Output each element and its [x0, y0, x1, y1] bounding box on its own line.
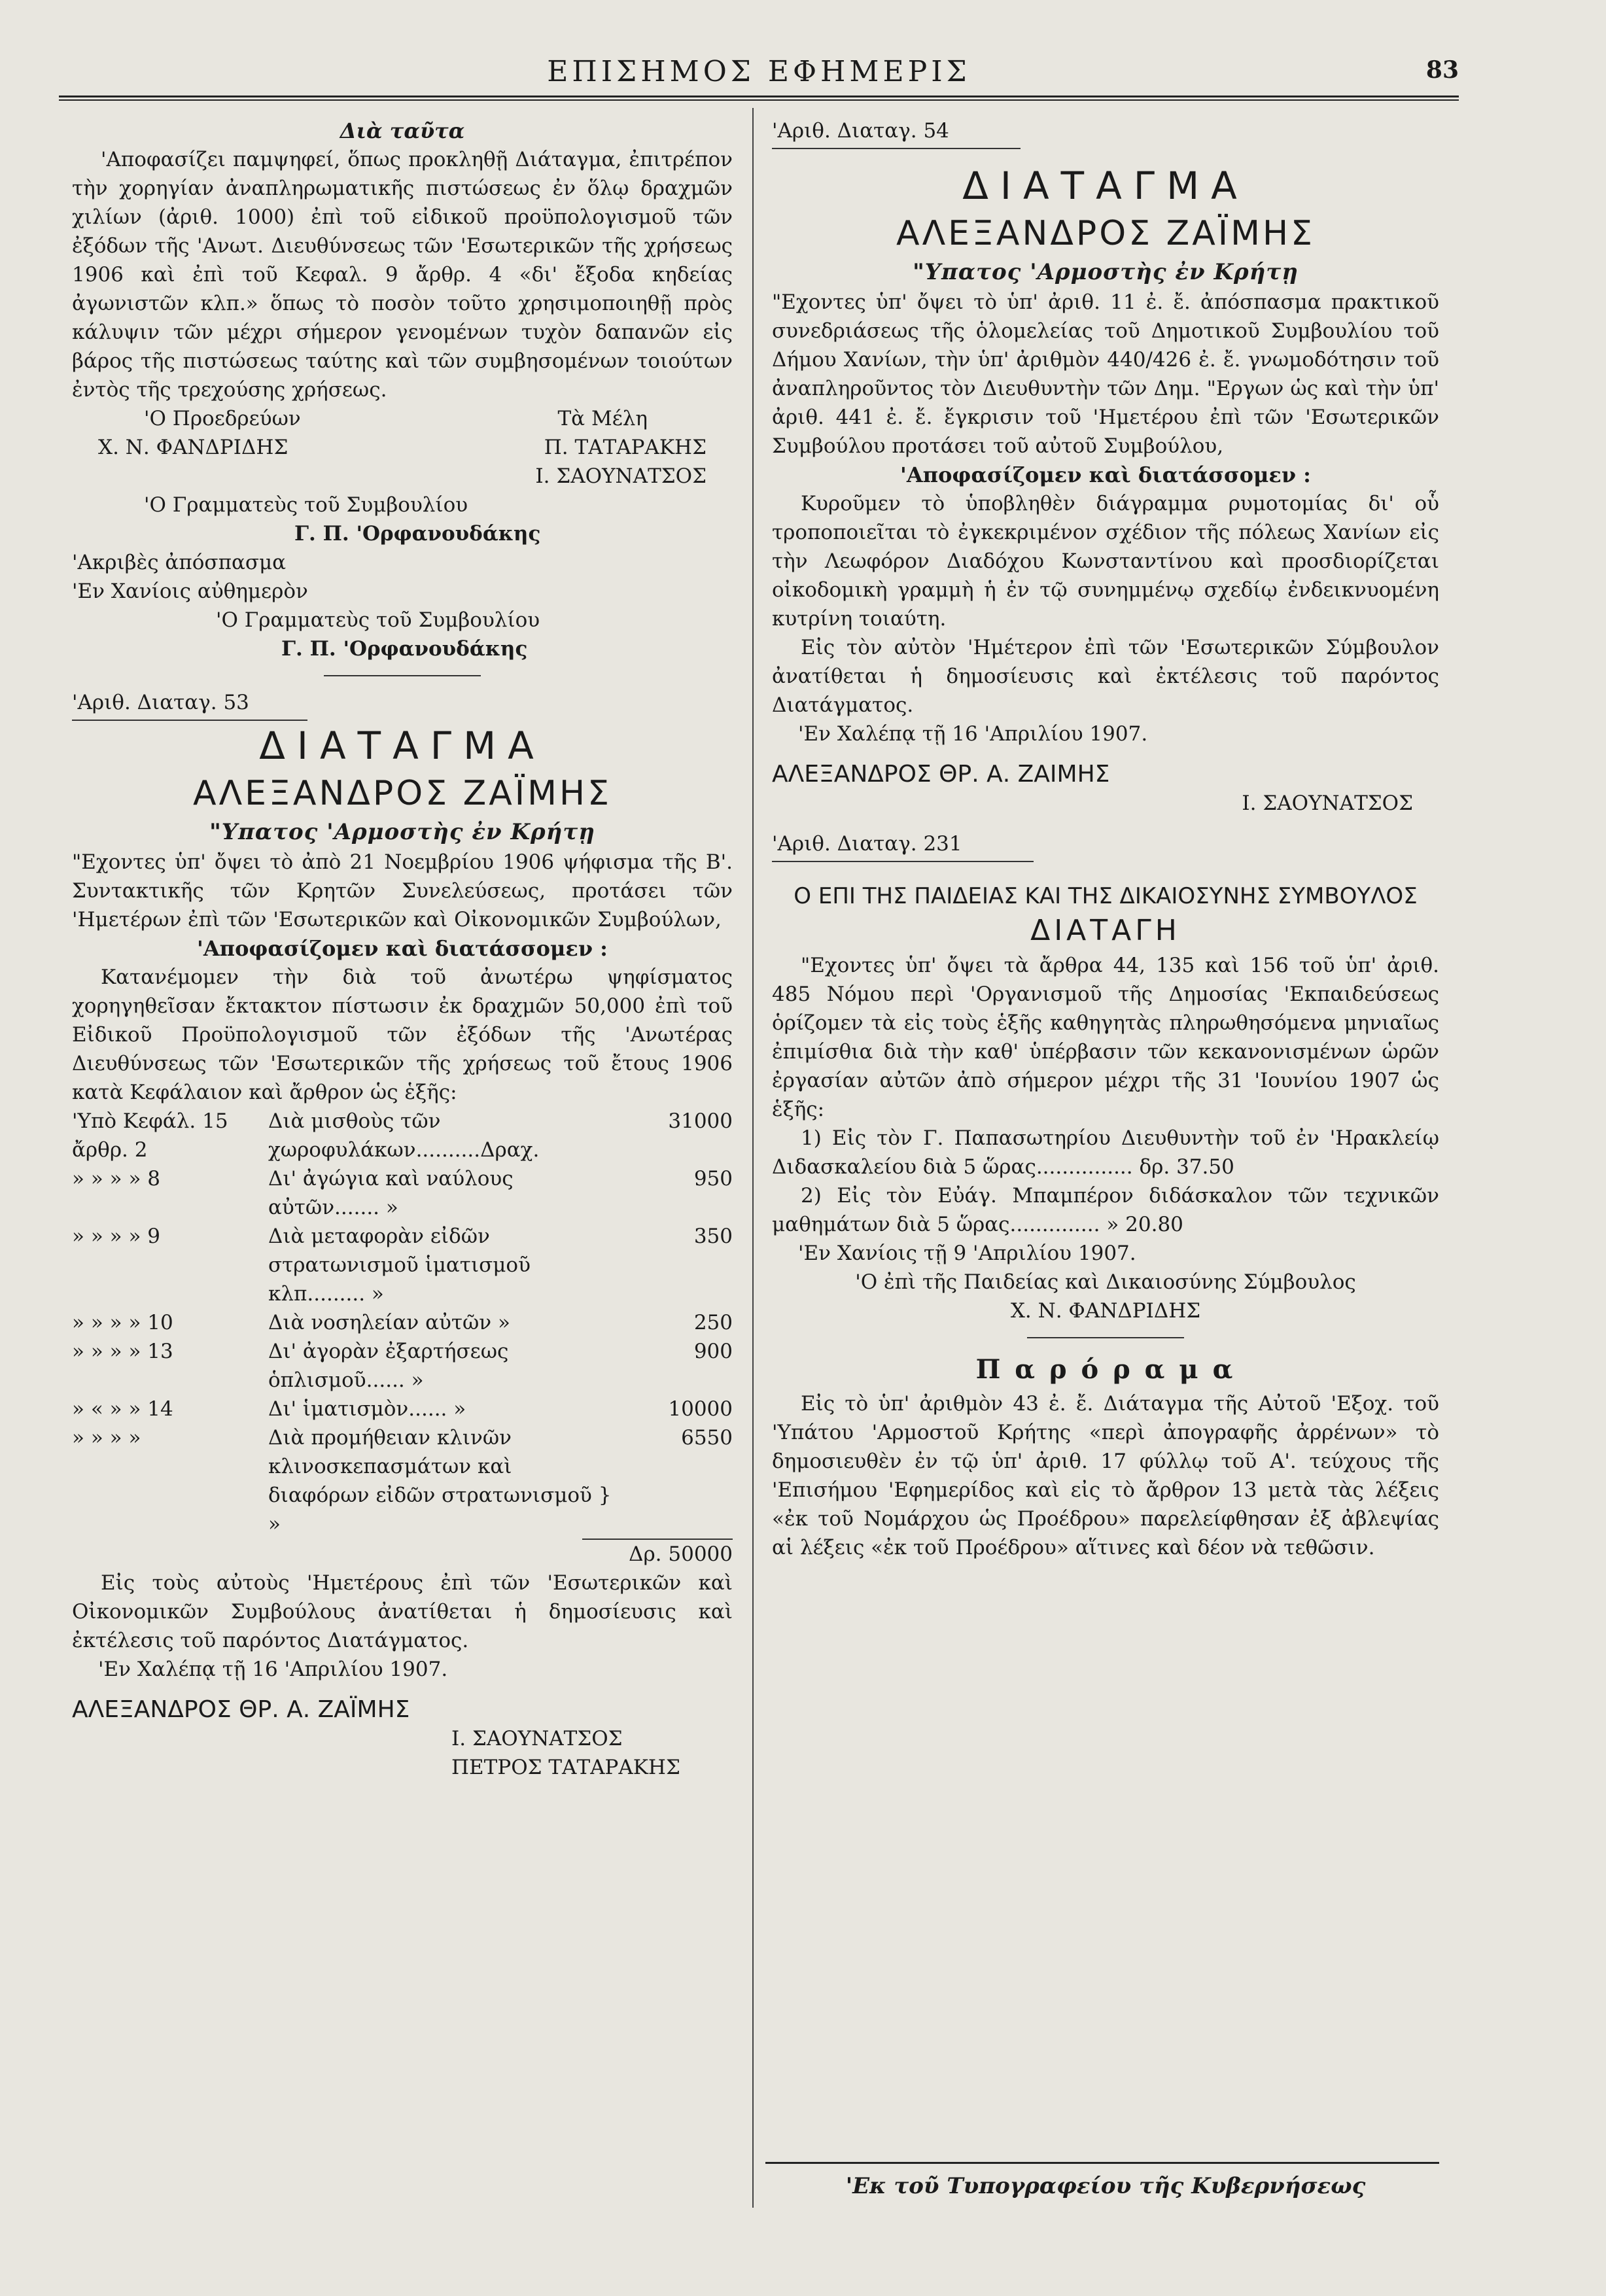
column-divider — [752, 108, 754, 2208]
decree-body: Κυροῦμεν τὸ ὑποβληθὲν διάγραμμα ρυμοτομίας δι' οὗ τροποποιεῖται τὸ ἐγκεκριμένον σχέδιον τῆς πόλεως Χανίων εἰς τὴν Λεωφόρον Διαδόχου Κωνσταντίνου καὶ προσδιορίζεται οἰκοδομικὴ γραμμὴ ἡ ἐν τῷ συνημμένῳ σχεδίῳ ἐνδεικνυομένη κυτρίνη τοιαύτη. — [772, 492, 1439, 631]
order-text: "Εχοντες ὑπ' ὄψει τὰ ἄρθρα 44, 135 καὶ 156 τοῦ ὑπ' ἀριθ. 485 Νόμου περὶ 'Οργανισμοῦ τῆς Δημοσίας 'Εκπαιδεύσεως ὁρίζομεν τὰ εἰς τοὺς ἑξῆς καθηγητὰς πληρωθησόμενα μηνιαῖως ἐπιμίσθια διὰ τὴν καθ' ὑπέρβασιν τῶν κεκανονισμένων ὡρῶν ἐργασίαν αὐτῶν ἀπὸ σήμερον μέχρι τῆς 31 'Ιουνίου 1907 ὡς ἑξῆς: — [772, 954, 1439, 1121]
president-label: 'Ο Προεδρεύων — [144, 407, 301, 430]
table-row: » » » » 13 Δι' ἀγορὰν ἐξαρτήσεως ὁπλισμοῦ...... » 900 — [72, 1340, 733, 1392]
order-signer-label: 'Ο ἐπὶ τῆς Παιδείας καὶ Δικαιοσύνης Σύμβουλος — [855, 1270, 1356, 1294]
signer-1: Ι. ΣΑΟΥΝΑΤΣΟΣ — [1242, 791, 1413, 815]
table-row: » » » » 8 Δι' ἀγώγια καὶ ναύλους αὐτῶν....... » 950 — [72, 1167, 733, 1219]
order-title: ΔΙΑΤΑΓΗ — [1030, 914, 1181, 947]
errata-title: Π α ρ ό ρ α μ α — [975, 1354, 1236, 1385]
order-authority: Ο ΕΠΙ ΤΗΣ ΠΑΙΔΕΙΑΣ ΚΑΙ ΤΗΣ ΔΙΚΑΙΟΣΥΝΗΣ ΣΥΜΒΟΥΛΟΣ — [794, 883, 1418, 909]
section-divider — [324, 675, 481, 676]
table-total: Δρ. 50000 — [582, 1539, 733, 1569]
place-date: 'Εν Χανίοις αὐθημερὸν — [72, 580, 308, 603]
decree-preamble: "Εχοντες ὑπ' ὄψει τὸ ἀπὸ 21 Νοεμβρίου 1906 ψήφισμα τῆς Β'. Συντακτικῆς τῶν Κρητῶν Συνελεύσεως, προτάσει τῶν 'Ημετέρων ἐπὶ τῶν 'Εσωτερικῶν καὶ Οἰκονομικῶν Συμβούλων, — [72, 850, 733, 931]
decree-number: 'Αριθ. Διαταγ. 54 — [772, 116, 1021, 149]
signer-2: ΠΕΤΡΟΣ ΤΑΤΑΡΑΚΗΣ — [451, 1756, 680, 1779]
right-column — [772, 116, 1439, 1562]
decree-body: Κατανέμομεν τὴν διὰ τοῦ ἀνωτέρω ψηφίσματος χορηγηθεῖσαν ἔκτακτον πίστωσιν ἐκ δραχμῶν 50,000 ἐπὶ τοῦ Εἰδικοῦ Προϋπολογισμοῦ τῶν ἐξόδων τῆς 'Ανωτέρας Διευθύνσεως τῶν 'Εσωτερικῶν τῆς χρήσεως τοῦ ἔτους 1906 κατὰ Κεφάλαιον καὶ ἄρθρον ὡς ἑξῆς: — [72, 965, 733, 1104]
decree-decide: 'Αποφασίζομεν καὶ διατάσσομεν : — [900, 462, 1311, 487]
signer-main: ΑΛΕΞΑΝΔΡΟΣ ΘΡ. Α. ΖΑΙΜΗΣ — [772, 761, 1110, 788]
table-row: » » » » 9 Διὰ μεταφορὰν εἰδῶν στρατωνισμοῦ ἱματισμοῦ κλπ......... » 350 — [72, 1225, 733, 1306]
decree-title: ΔΙΑΤΑΓΜΑ — [259, 723, 546, 768]
council-signature-labels — [72, 404, 733, 433]
order-date: 'Εν Χανίοις τῇ 9 'Απριλίου 1907. — [798, 1242, 1136, 1265]
order-number: 'Αριθ. Διαταγ. 231 — [772, 829, 1034, 862]
members-label: Τὰ Μέλη — [557, 407, 648, 430]
president-name: Χ. Ν. ΦΑΝΔΡΙΔΗΣ — [98, 436, 288, 459]
intro-paragraph: 'Αποφασίζει παμψηφεί, ὅπως προκληθῇ Διάταγμα, ἐπιτρέπον τὴν χορηγίαν ἀναπληρωματικῆς πιστώσεως ἐν ὅλῳ δραχμῶν χιλίων (ἀριθ. 1000) ἐπὶ τοῦ εἰδικοῦ προϋπολογισμοῦ τῶν ἐξόδων τῆς 'Ανωτ. Διευθύνσεως τῶν 'Εσωτερικῶν τῆς χρήσεως 1906 καὶ ἐπὶ τοῦ Κεφαλ. 9 ἄρθρ. 4 «δι' ἔξοδα κηδείας ἀγωνιστῶν κλπ.» ὅπως τὸ ποσὸν τοῦτο χρησιμοποιηθῇ πρὸς κάλυψιν τῶν μέχρι σήμερον γενομένων τυχὸν δαπανῶν εἰς βάρος τῆς πιστώσεως ταύτης καὶ τῶν συμβησομένων τοιούτων ἐντὸς τῆς τρεχούσης χρήσεως. — [72, 148, 733, 402]
page-header — [59, 47, 1459, 99]
order-signer: Χ. Ν. ΦΑΝΔΡΙΔΗΣ — [1010, 1299, 1201, 1323]
printer-footer: 'Εκ τοῦ Τυπογραφείου τῆς Κυβερνήσεως — [845, 2173, 1366, 2199]
decree-issuer: ΑΛΕΞΑΝΔΡΟΣ ΖΑΪΜΗΣ — [193, 774, 612, 813]
decree-date: 'Εν Χαλέπᾳ τῇ 16 'Απριλίου 1907. — [98, 1658, 448, 1681]
footer-rule — [765, 2162, 1439, 2164]
decree-date: 'Εν Χαλέπᾳ τῇ 16 'Απριλίου 1907. — [798, 722, 1148, 746]
allocation-table — [72, 1107, 733, 1569]
signer-1: Ι. ΣΑΟΥΝΑΤΣΟΣ — [451, 1727, 623, 1750]
page-number: 83 — [1425, 56, 1459, 84]
left-column — [72, 116, 733, 1782]
secretary-label: 'Ο Γραμματεὺς τοῦ Συμβουλίου — [144, 493, 468, 517]
table-row: » » » » 10 Διὰ νοσηλείαν αὐτῶν » 250 — [72, 1311, 733, 1334]
council-signatures — [72, 433, 733, 462]
decree-issuer: ΑΛΕΞΑΝΔΡΟΣ ΖΑΪΜΗΣ — [896, 214, 1315, 253]
decree-decide: 'Αποφασίζομεν καὶ διατάσσομεν : — [197, 936, 608, 961]
member-name-2: Ι. ΣΑΟΥΝΑΤΣΟΣ — [535, 464, 707, 488]
gazette-title: ΕΠΙΣΗΜΟΣ ΕΦΗΜΕΡΙΣ — [547, 55, 971, 88]
order-entry-2: 2) Εἰς τὸν Εὐάγ. Μπαμπέρον διδάσκαλον τῶν τεχνικῶν μαθημάτων διὰ 5 ὥρας.............. » 20.80 — [772, 1184, 1439, 1236]
secretary-name-2: Γ. Π. 'Ορφανουδάκης — [281, 637, 528, 661]
secretary-name: Γ. Π. 'Ορφανουδάκης — [294, 522, 541, 546]
secretary-label-2: 'Ο Γραμματεὺς τοῦ Συμβουλίου — [216, 608, 540, 632]
decree-preamble: "Εχοντες ὑπ' ὄψει τὸ ὑπ' ἀριθ. 11 ἐ. ἔ. ἀπόσπασμα πρακτικοῦ συνεδριάσεως τῆς ὁλομελείας τοῦ Δημοτικοῦ Συμβουλίου τοῦ Δήμου Χανίων, τὴν ὑπ' ἀριθμὸν 440/426 ἐ. ἔ. γνωμοδότησιν τοῦ ἀναπληροῦντος τὸν Διευθυντὴν τῶν Δημ. "Εργων ὡς καὶ τὴν ὑπ' ἀριθ. 441 ἐ. ἔ. ἔγκρισιν τοῦ 'Ημετέρου ἐπὶ τῶν 'Εσωτερικῶν Συμβούλου προτάσει τοῦ αὐτοῦ Συμβούλου, — [772, 290, 1439, 458]
decree-closing: Εἰς τὸν αὐτὸν 'Ημέτερον ἐπὶ τῶν 'Εσωτερικῶν Σύμβουλον ἀνατίθεται ἡ δημοσίευσις καὶ ἐκτέλεσις τοῦ παρόντος Διατάγματος. — [772, 636, 1439, 717]
decree-closing: Εἰς τοὺς αὐτοὺς 'Ημετέρους ἐπὶ τῶν 'Εσωτερικῶν καὶ Οἰκονομικῶν Συμβούλους ἀνατίθεται ἡ δημοσίευσις καὶ ἐκτέλεσις τοῦ παρόντος Διατάγματος. — [72, 1571, 733, 1652]
table-row: » » » » Διὰ προμήθειαν κλινῶν κλινοσκεπασμάτων καὶ διαφόρων εἰδῶν στρατωνισμοῦ } » 6550 — [72, 1426, 733, 1536]
signer-main: ΑΛΕΞΑΝΔΡΟΣ ΘΡ. Α. ΖΑΪΜΗΣ — [72, 1696, 410, 1723]
member-name-1: Π. ΤΑΤΑΡΑΚΗΣ — [544, 436, 707, 459]
certified-copy: 'Ακριβὲς ἀπόσπασμα — [72, 551, 287, 574]
decree-subtitle: "Υπατος 'Αρμοστὴς ἐν Κρήτῃ — [209, 819, 595, 845]
errata-text: Εἰς τὸ ὑπ' ἀριθμὸν 43 ἐ. ἔ. Διάταγμα τῆς Αὐτοῦ 'Εξοχ. τοῦ 'Υπάτου 'Αρμοστοῦ Κρήτης «περὶ ἀπογραφῆς ἀρρένων» τὸ δημοσιευθὲν ἐν τῷ ὑπ' ἀριθ. 17 φύλλῳ τοῦ Α'. τεύχους τῆς 'Επισήμου 'Εφημερίδος καὶ εἰς τὸ ἄρθρον 13 μετὰ τὰς λέξεις «ἐκ τοῦ Νομάρχου ὡς Προέδρου» παρελείφθησαν ἐξ ἀβλεψίας αἱ λέξεις «ἐκ τοῦ Προέδρου» αἵτινες καὶ δέον νὰ τεθῶσιν. — [772, 1392, 1439, 1559]
intro-heading: Διὰ ταῦτα — [340, 118, 465, 143]
table-row: » « » » 14 Δι' ἱματισμὸν...... » 10000 — [72, 1397, 733, 1421]
section-divider — [1027, 1337, 1184, 1338]
order-entry-1: 1) Εἰς τὸν Γ. Παπασωτηρίου Διευθυντὴν τοῦ ἐν 'Ηρακλείῳ Διδασκαλείου διὰ 5 ὥρας............... δρ. 37.50 — [772, 1126, 1439, 1179]
decree-title: ΔΙΑΤΑΓΜΑ — [962, 164, 1249, 208]
decree-subtitle: "Υπατος 'Αρμοστὴς ἐν Κρήτῃ — [913, 259, 1299, 285]
decree-number: 'Αριθ. Διαταγ. 53 — [72, 688, 307, 721]
table-row: 'Υπὸ Κεφάλ. 15 ἄρθρ. 2 Διὰ μισθοὺς τῶν χωροφυλάκων..........Δραχ. 31000 — [72, 1109, 733, 1162]
header-rule — [59, 96, 1459, 101]
